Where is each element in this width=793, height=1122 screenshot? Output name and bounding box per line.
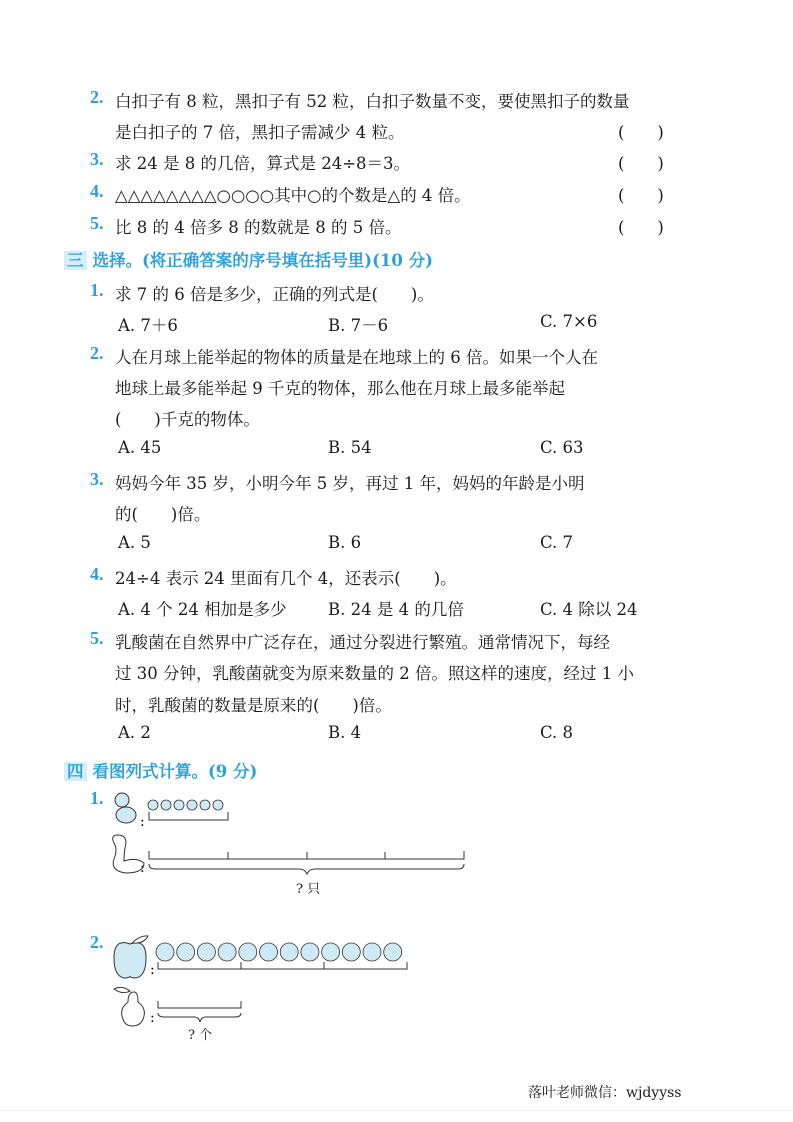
option-b[interactable]: B. 4 <box>328 723 362 742</box>
item-text: 的( )倍。 <box>115 505 211 524</box>
option-a[interactable]: A. 4 个 24 相加是多少 <box>118 600 287 619</box>
small-apple-icon <box>239 943 257 961</box>
item-text: 妈妈今年 35 岁，小明今年 5 岁，再过 1 年，妈妈的年龄是小明 <box>115 474 585 493</box>
section-badge: 三 <box>64 251 87 270</box>
small-apple-icon <box>280 943 298 961</box>
option-a[interactable]: A. 5 <box>118 533 151 552</box>
figure-number: 2. <box>90 932 104 952</box>
duckling-icon <box>213 800 223 810</box>
small-apple-icon <box>197 943 215 961</box>
item-number: 1. <box>90 280 104 300</box>
answer-paren[interactable]: ( ) <box>618 123 664 142</box>
duckling-icon <box>200 800 210 810</box>
item-text: 地球上最多能举起 9 千克的物体，那么他在月球上最多能举起 <box>115 379 565 398</box>
small-apple-icon <box>177 943 195 961</box>
apple-icon <box>114 936 148 978</box>
question-label: ? 只 <box>296 882 321 897</box>
item-number: 2. <box>90 343 104 363</box>
bottom-divider <box>0 1110 793 1111</box>
colon: : <box>150 1010 155 1026</box>
item-number: 4. <box>90 564 104 584</box>
answer-paren[interactable]: ( ) <box>618 218 664 237</box>
option-b[interactable]: B. 24 是 4 的几倍 <box>328 600 464 619</box>
item-number: 4. <box>90 181 104 201</box>
small-apple-icon <box>156 943 174 961</box>
item-text: 白扣子有 8 粒，黑扣子有 52 粒，白扣子数量不变，要使黑扣子的数量 <box>115 92 630 111</box>
option-c[interactable]: C. 7 <box>540 533 574 552</box>
apple-bar <box>158 962 407 969</box>
item-number: 3. <box>90 149 104 169</box>
section-title: 看图列式计算。(9 分) <box>92 762 258 781</box>
section-title: 选择。(将正确答案的序号填在括号里)(10 分) <box>92 251 433 270</box>
option-c[interactable]: C. 4 除以 24 <box>540 600 638 619</box>
item-text: 比 8 的 4 倍多 8 的数就是 8 的 5 倍。 <box>115 218 402 237</box>
small-apple-icon <box>363 943 381 961</box>
apples-row-icon <box>156 943 402 961</box>
item-text: 过 30 分钟，乳酸菌就变为原来数量的 2 倍。照这样的速度，经过 1 小 <box>115 664 634 683</box>
item-text: 人在月球上能举起的物体的质量是在地球上的 6 倍。如果一个人在 <box>115 348 598 367</box>
figure-number: 1. <box>90 788 104 808</box>
option-c[interactable]: C. 8 <box>540 723 574 742</box>
small-apple-icon <box>260 943 278 961</box>
option-a[interactable]: A. 7＋6 <box>118 316 178 335</box>
option-b[interactable]: B. 6 <box>328 533 362 552</box>
option-a[interactable]: A. 2 <box>118 723 151 742</box>
item-text: 24÷4 表示 24 里面有几个 4，还表示( )。 <box>115 569 457 588</box>
item-number: 5. <box>90 213 104 233</box>
option-b[interactable]: B. 7－6 <box>328 316 389 335</box>
small-apple-icon <box>218 943 236 961</box>
small-apple-icon <box>322 943 340 961</box>
answer-paren[interactable]: ( ) <box>618 186 664 205</box>
item-text: 是白扣子的 7 倍，黑扣子需减少 4 粒。 <box>115 123 405 142</box>
option-a[interactable]: A. 45 <box>118 438 162 457</box>
duck-icon <box>115 793 136 823</box>
colon: : <box>150 962 155 978</box>
option-c[interactable]: C. 63 <box>540 438 584 457</box>
item-text: 求 24 是 8 的几倍，算式是 24÷8＝3。 <box>115 154 411 173</box>
small-apple-icon <box>301 943 319 961</box>
pear-brace <box>158 1013 241 1022</box>
item-text: 时，乳酸菌的数量是原来的( )倍。 <box>115 696 392 715</box>
duckling-icon <box>174 800 184 810</box>
option-c[interactable]: C. 7×6 <box>540 312 598 331</box>
item-text: ( )千克的物体。 <box>115 410 260 429</box>
question-label: ? 个 <box>188 1028 213 1043</box>
pear-icon <box>114 987 144 1026</box>
item-text: 求 7 的 6 倍是多少，正确的列式是( )。 <box>115 285 434 304</box>
small-apple-icon <box>342 943 360 961</box>
item-number: 5. <box>90 628 104 648</box>
pear-bar <box>158 1001 241 1008</box>
duckling-icon <box>148 800 158 810</box>
small-apple-icon <box>384 943 402 961</box>
item-number: 2. <box>90 87 104 107</box>
ducklings-icon <box>148 800 223 810</box>
item-number: 3. <box>90 469 104 489</box>
colon: : <box>140 814 145 830</box>
goose-bar <box>149 851 464 859</box>
duckling-icon <box>161 800 171 810</box>
section-badge: 四 <box>64 762 87 781</box>
option-b[interactable]: B. 54 <box>328 438 372 457</box>
duckling-bar <box>149 812 228 820</box>
item-text: 乳酸菌在自然界中广泛存在，通过分裂进行繁殖。通常情况下，每经 <box>115 633 610 652</box>
duckling-icon <box>187 800 197 810</box>
answer-paren[interactable]: ( ) <box>618 154 664 173</box>
goose-brace <box>149 864 464 874</box>
colon: : <box>140 860 145 876</box>
footer-note: 落叶老师微信：wjdyyss <box>528 1085 682 1101</box>
item-text: △△△△△△△△○○○○其中○的个数是△的 4 倍。 <box>115 186 471 205</box>
